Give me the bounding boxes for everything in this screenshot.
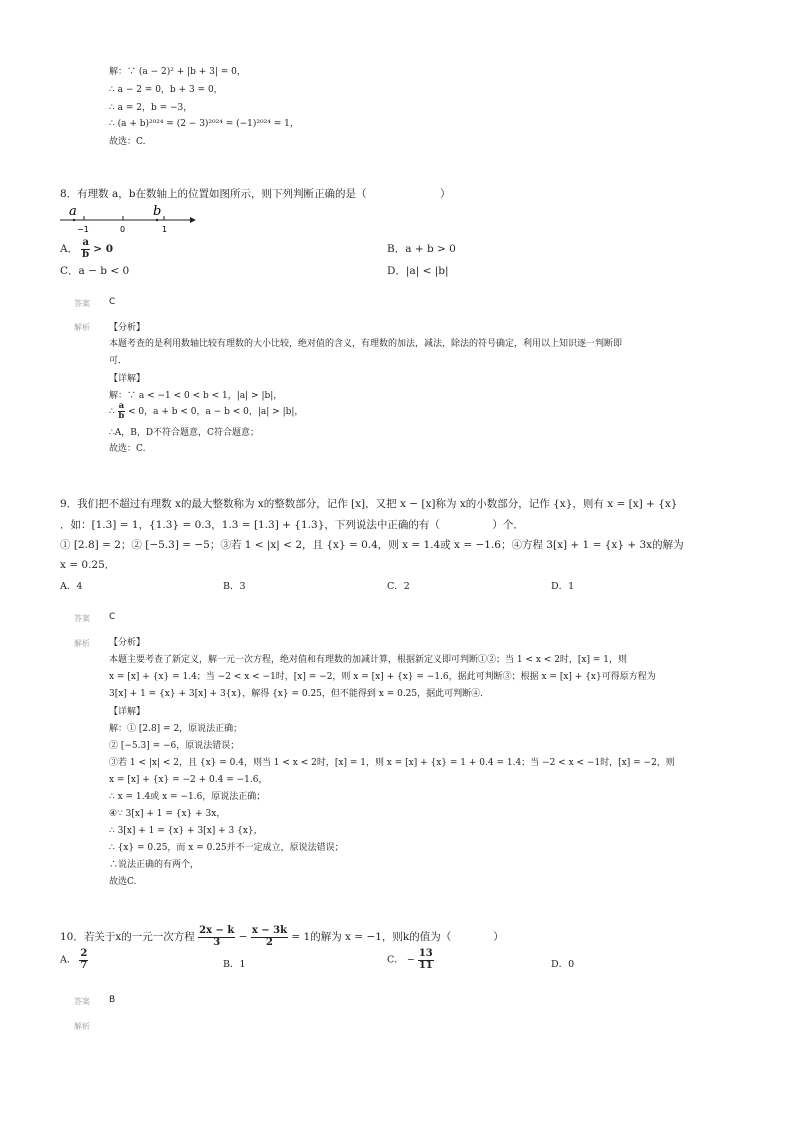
q8-analysis-line-1: 本题考查的是利用数轴比较有理数的大小比较，绝对值的含义，有理数的加法，减法，除法的符号确定，利用以上知识逐一判断即 <box>109 339 623 349</box>
fraction-1: $\frac{2x - k}{3}$ <box>199 925 235 948</box>
q9-detail-4: x = [x] + {x} = −2 + 0.4 = −1.6， <box>109 775 268 785</box>
tick-label-zero: 0 <box>120 225 126 234</box>
top-solution-line-1: 解：∵ (a − 2)² + |b + 3| = 0， <box>109 67 246 77</box>
q9-analysis-label: 解析 <box>74 639 90 648</box>
q8-answer: C <box>109 297 116 307</box>
q10-option-d[interactable]: D．0 <box>551 959 575 970</box>
q9-detail-1: 解：① [2.8] = 2，原说法正确； <box>109 724 243 734</box>
q8-detail-1: 解：∵ a < −1 < 0 < b < 1，|a| > |b|， <box>109 391 283 401</box>
tick-label-one: 1 <box>162 225 168 234</box>
fraction: $\frac{a}{b}$ <box>118 401 125 421</box>
q10-answer: B <box>109 995 116 1005</box>
top-solution-line-5: 故选：C. <box>109 137 146 147</box>
q10-stem: 10．若关于x的一元一次方程 $\frac{2x - k}{3}$ − $\frac{x - 3k}{2}$ = 1的解为 x = −1，则k的值为（ ） <box>60 925 504 948</box>
fraction: $\frac{13}{11}$ <box>418 948 433 971</box>
q9-stem-4: x = 0.25． <box>60 559 116 571</box>
q9-option-c[interactable]: C．2 <box>387 581 410 592</box>
q10-answer-label: 答案 <box>74 997 90 1006</box>
q8-option-b[interactable]: B．a + b > 0 <box>387 243 456 255</box>
q9-analysis-line-3: 3[x] + 1 = {x} + 3[x] + 3{x}，解得 {x} = 0.25，但不能得到 x = 0.25，据此可判断④． <box>109 689 490 699</box>
top-solution-line-2: ∴ a − 2 = 0，b + 3 = 0， <box>109 85 223 95</box>
fraction: $\frac{2}{7}$ <box>80 948 88 971</box>
q8-option-a[interactable]: A． $\frac{a}{b}$ > 0 <box>60 237 114 260</box>
q8-analysis-line-2: 可． <box>109 356 128 366</box>
q9-option-d[interactable]: D．1 <box>551 581 575 592</box>
number-line-arrow <box>190 217 196 223</box>
q9-detail-8: ∴ {x} = 0.25，而 x = 0.25并不一定成立，原说法错误； <box>109 843 344 853</box>
fraction-2: $\frac{x - 3k}{2}$ <box>251 925 288 948</box>
point-b <box>156 219 158 221</box>
label-a: a <box>69 204 77 219</box>
q8-analysis-label: 解析 <box>74 323 90 332</box>
q8-stem: 8．有理数 a，b在数轴上的位置如图所示，则下列判断正确的是（ ） <box>60 188 451 200</box>
q9-detail-10: 故选C. <box>109 877 137 887</box>
q9-xiangjie: 【详解】 <box>109 707 146 717</box>
top-solution-line-4: ∴ (a + b)²⁰²⁴ = (2 − 3)²⁰²⁴ = (−1)²⁰²⁴ = 1， <box>109 119 299 129</box>
q9-option-b[interactable]: B．3 <box>223 581 246 592</box>
q9-answer: C <box>109 612 116 622</box>
q9-fenxi: 【分析】 <box>109 638 146 648</box>
q9-stem-1: 9．我们把不超过有理数 x的最大整数称为 x的整数部分，记作 [x]，又把 x − [x]称为 x的小数部分，记作 {x}，则有 x = [x] + {x} <box>60 498 678 510</box>
q10-option-a[interactable]: A． $\frac{2}{7}$ <box>60 948 88 971</box>
q9-analysis-line-2: x = [x] + {x} = 1.4；当 −2 < x < −1时，[x] = −2，则 x = [x] + {x} = −1.6，据此可判断③；根据 x = [x] + {x}可得原方程为 <box>109 672 656 682</box>
q8-fenxi: 【分析】 <box>109 323 146 333</box>
q8-number-line <box>58 200 198 236</box>
q8-option-d[interactable]: D．|a| < |b| <box>387 265 449 277</box>
top-solution-line-3: ∴ a = 2，b = −3， <box>109 103 193 113</box>
option-letter: A． <box>60 243 79 255</box>
q9-stem-2: ．如：[1.3] = 1，{1.3} = 0.3，1.3 = [1.3] + {1.3}，下列说法中正确的有（ ）个． <box>60 519 524 531</box>
q9-stem-3: ① [2.8] = 2；② [−5.3] = −5；③若 1 < |x| < 2，且 {x} = 0.4，则 x = 1.4或 x = −1.6；④方程 3[x] + 1 = {x} + 3x的解为 <box>60 539 684 551</box>
tick-label-minus-one: −1 <box>77 225 89 234</box>
q10-option-c[interactable]: C． − $\frac{13}{11}$ <box>387 948 433 971</box>
label-b: b <box>153 204 162 219</box>
q9-detail-2: ② [−5.3] = −6，原说法错误； <box>109 741 240 751</box>
q8-xiangjie: 【详解】 <box>109 374 146 384</box>
q10-analysis-label: 解析 <box>74 1022 90 1031</box>
q9-detail-9: ∴说法正确的有两个， <box>109 860 200 870</box>
q9-detail-3: ③若 1 < |x| < 2，且 {x} = 0.4，则当 1 < x < 2时，[x] = 1，则 x = [x] + {x} = 1 + 0.4 = 1.4；当 −2 < x < −1时，[x] = −2，则 <box>109 758 675 768</box>
q8-detail-3: ∴A，B，D不符合题意，C符合题意； <box>109 428 259 438</box>
q9-detail-5: ∴ x = 1.4或 x = −1.6，原说法正确； <box>109 792 266 802</box>
q10-option-b[interactable]: B．1 <box>223 959 246 970</box>
q8-option-c[interactable]: C．a − b < 0 <box>60 265 130 277</box>
q8-detail-2: ∴ $\frac{a}{b}$ < 0，a + b < 0，a − b < 0，|a| > |b|， <box>109 401 304 421</box>
q8-answer-label: 答案 <box>74 299 90 308</box>
q9-option-a[interactable]: A．4 <box>60 581 83 592</box>
q9-detail-7: ∴ 3[x] + 1 = {x} + 3[x] + 3 {x}， <box>109 826 263 836</box>
fraction: $\frac{a}{b}$ <box>82 237 90 260</box>
point-a <box>73 219 75 221</box>
q9-analysis-line-1: 本题主要考查了新定义，解一元一次方程，绝对值和有理数的加减计算，根据新定义即可判断①②；当 1 < x < 2时，[x] = 1，则 <box>109 655 628 665</box>
q8-detail-4: 故选：C. <box>109 444 146 454</box>
q9-detail-6: ④∵ 3[x] + 1 = {x} + 3x， <box>109 809 226 819</box>
q9-answer-label: 答案 <box>74 614 90 623</box>
